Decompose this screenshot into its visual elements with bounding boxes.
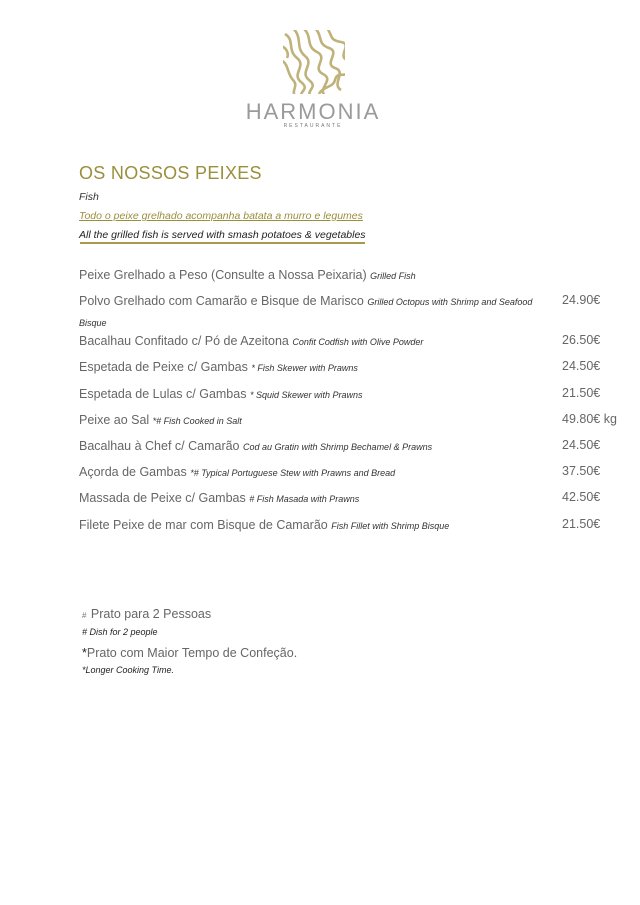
menu-item (79, 488, 549, 509)
menu-item-price: 24.90€ (562, 293, 601, 307)
menu-item-name-pt: Espetada de Lulas c/ Gambas (79, 387, 247, 401)
menu-item-price: 26.50€ (562, 333, 601, 347)
menu-item-name-pt: Espetada de Peixe c/ Gambas (79, 360, 248, 374)
menu-item-name-en: * Fish Skewer with Prawns (251, 363, 358, 373)
menu-item-name-pt: Peixe ao Sal (79, 413, 150, 427)
menu-item-name-en: # Fish Masada with Prawns (249, 494, 360, 504)
legend-star-text: Prato com Maior Tempo de Confeção. (86, 646, 298, 660)
section-subtitle-en: Fish (79, 191, 99, 203)
menu-item-name-en: * Squid Skewer with Prawns (249, 390, 363, 400)
menu-item-price: 21.50€ (562, 386, 601, 400)
menu-item-name-en: Confit Codfish with Olive Powder (292, 337, 424, 347)
grilled-fish-note-en: All the grilled fish is served with smash potatoes & vegetables (79, 229, 366, 241)
menu-item-name-pt: Açorda de Gambas (79, 465, 187, 479)
section-title: OS NOSSOS PEIXES (79, 163, 262, 183)
menu-item (79, 331, 549, 352)
menu-item-price: 37.50€ (562, 464, 601, 478)
menu-item (79, 462, 549, 483)
menu-item-name-en: Fish Fillet with Shrimp Bisque (331, 521, 450, 531)
menu-item-name-en: Grilled Fish (370, 271, 416, 281)
menu-item-name-pt: Massada de Peixe c/ Gambas (79, 491, 246, 505)
menu-item-name-pt: Bacalhau Confitado c/ Pó de Azeitona (79, 334, 289, 348)
menu-item-price: 24.50€ (562, 438, 601, 452)
legend-star-pt (82, 644, 297, 662)
menu-item-name-pt: Peixe Grelhado a Peso (Consulte a Nossa Peixaria) (79, 268, 367, 282)
section-divider (80, 242, 365, 244)
legend-hash-en: # Dish for 2 people (82, 627, 158, 637)
menu-item-name-en: *# Fish Cooked in Salt (152, 416, 242, 426)
menu-item-price: 24.50€ (562, 359, 601, 373)
menu-item (79, 384, 549, 405)
hash-symbol: # (82, 611, 87, 620)
menu-item-price: 42.50€ (562, 490, 601, 504)
legend-star-en: *Longer Cooking Time. (82, 665, 174, 675)
menu-item (79, 410, 549, 431)
menu-item-name-en: Cod au Gratin with Shrimp Bechamel & Prawns (243, 442, 433, 452)
legend-hash-text: Prato para 2 Pessoas (90, 607, 212, 621)
menu-item (79, 357, 549, 378)
menu-item-name-pt: Polvo Grelhado com Camarão e Bisque de Marisco (79, 294, 364, 308)
harmonia-logo-icon (283, 30, 345, 94)
menu-item-name-en: Grilled Octopus with Shrimp and Seafood Bisque (79, 297, 533, 328)
menu-item (79, 265, 549, 286)
menu-item-name-pt: Bacalhau à Chef c/ Camarão (79, 439, 240, 453)
grilled-fish-note-pt: Todo o peixe grelhado acompanha batata a murro e legumes (79, 210, 363, 222)
menu-item-name-pt: Filete Peixe de mar com Bisque de Camarão (79, 518, 328, 532)
brand-tagline: RESTAURANTE (283, 123, 343, 129)
brand-name: HARMONIA (245, 99, 381, 124)
menu-item-price: 49.80€ kg (562, 412, 617, 426)
legend-hash-pt (82, 605, 211, 623)
menu-item (79, 515, 549, 536)
menu-item (79, 436, 549, 457)
menu-item (79, 291, 549, 333)
star-symbol: * (82, 646, 87, 660)
menu-item-price: 21.50€ (562, 517, 601, 531)
menu-item-name-en: *# Typical Portuguese Stew with Prawns and Bread (190, 468, 396, 478)
